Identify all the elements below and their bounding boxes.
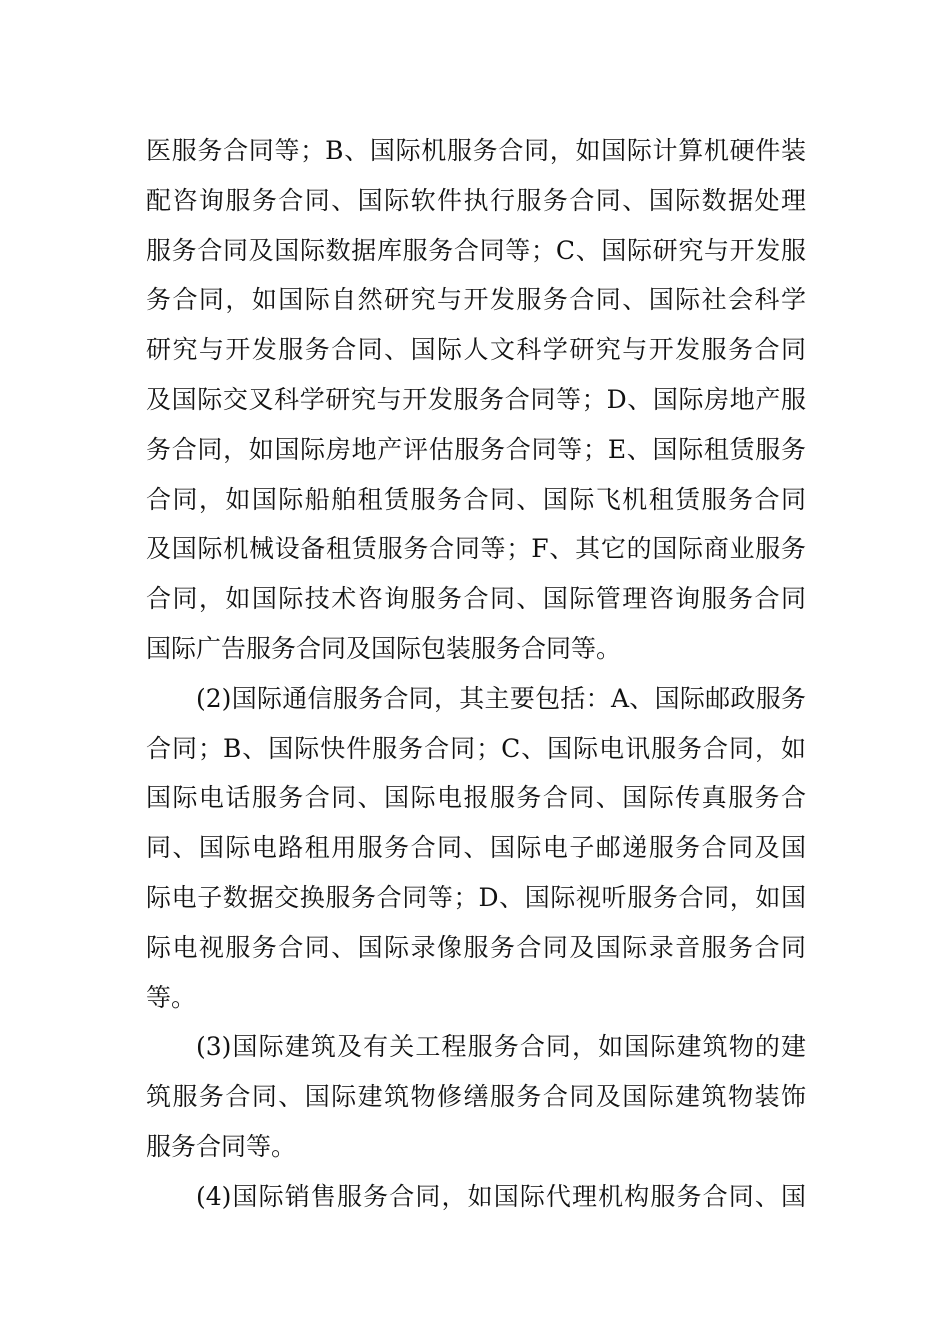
- text-line: 筑服务合同、国际建筑物修缮服务合同及国际建筑物装饰: [146, 1082, 806, 1112]
- text-line: 务合同，如国际房地产评估服务合同等；E、国际租赁服务: [146, 434, 806, 464]
- text-line: 合同；B、国际快件服务合同；C、国际电讯服务合同，如: [146, 733, 806, 763]
- text-line: 研究与开发服务合同、国际人文科学研究与开发服务合同: [146, 335, 806, 365]
- text-line: 合同，如国际技术咨询服务合同、国际管理咨询服务合同: [146, 584, 806, 614]
- paragraph-2-line: (2)国际通信服务合同，其主要包括：A、国际邮政服务: [196, 683, 806, 713]
- text-line: 国际广告服务合同及国际包装服务合同等。: [146, 633, 622, 663]
- text-line: 及国际交叉科学研究与开发服务合同等；D、国际房地产服: [146, 384, 806, 414]
- text-line: 服务合同等。: [146, 1131, 297, 1161]
- paragraph-3-line: (3)国际建筑及有关工程服务合同，如国际建筑物的建: [196, 1032, 806, 1062]
- text-line: 配咨询服务合同、国际软件执行服务合同、国际数据处理: [146, 185, 806, 215]
- text-line: 同、国际电路租用服务合同、国际电子邮递服务合同及国: [146, 833, 806, 863]
- text-line: 际电视服务合同、国际录像服务合同及国际录音服务合同: [146, 932, 806, 962]
- body-text: [146, 126, 806, 1222]
- text-line: 际电子数据交换服务合同等；D、国际视听服务合同，如国: [146, 882, 806, 912]
- text-line: 务合同，如国际自然研究与开发服务合同、国际社会科学: [146, 285, 806, 315]
- paragraph-4-line: (4)国际销售服务合同，如国际代理机构服务合同、国: [196, 1181, 806, 1211]
- text-line: 服务合同及国际数据库服务合同等；C、国际研究与开发服: [146, 235, 806, 265]
- text-line: 及国际机械设备租赁服务合同等；F、其它的国际商业服务: [146, 534, 806, 564]
- text-line: 医服务合同等；B、国际机服务合同，如国际计算机硬件装: [146, 136, 806, 165]
- text-line: 合同，如国际船舶租赁服务合同、国际飞机租赁服务合同: [146, 484, 806, 514]
- text-line: 国际电话服务合同、国际电报服务合同、国际传真服务合: [146, 783, 806, 813]
- text-line: 等。: [146, 982, 197, 1012]
